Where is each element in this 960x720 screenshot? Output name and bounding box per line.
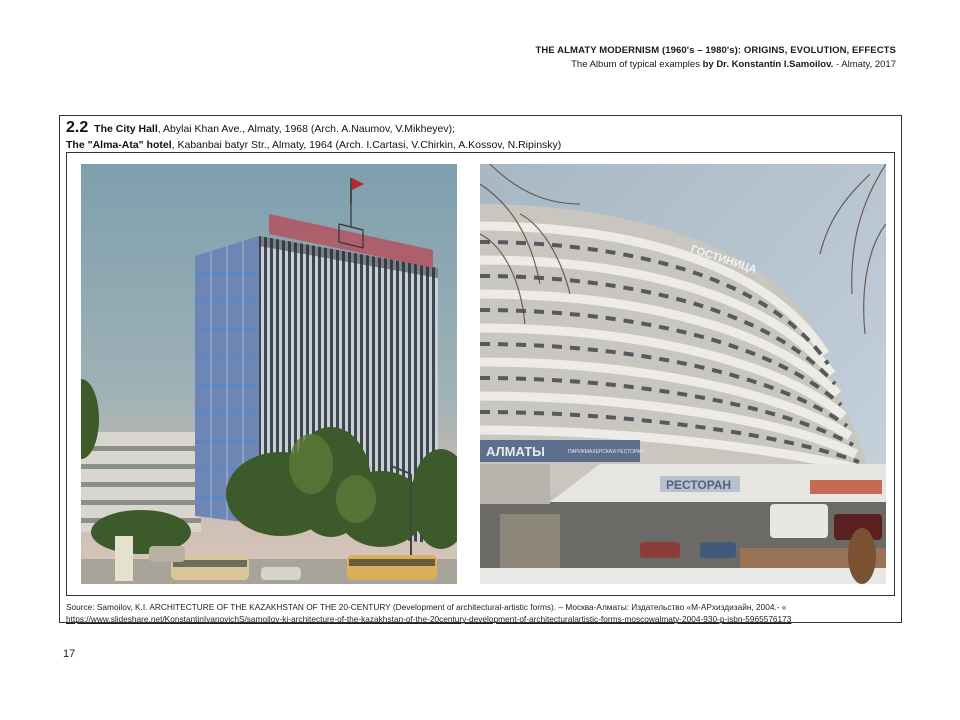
caption-city-hall-details: , Abylai Khan Ave., Almaty, 1968 (Arch. A.Naumov, V.Mikheyev); — [157, 123, 456, 135]
caption-city-hall-title: The City Hall — [94, 123, 158, 135]
figure-frame — [59, 115, 902, 623]
subtitle-pre: The Album of typical examples — [571, 59, 700, 70]
source-text: Source: Samoilov, K.I. ARCHITECTURE OF THE KAZAKHSTAN OF THE 20-CENTURY (Development of architectural-artistic forms). – Москва-Алматы: Издательство «М-АРхиздизайн, 2004.- « — [66, 602, 787, 612]
subtitle-post: - Almaty, 2017 — [835, 59, 896, 70]
caption-line-1 — [66, 119, 455, 137]
restaurant-sign: РЕСТОРАН — [666, 478, 732, 492]
source-link[interactable]: https://www.slideshare.net/KonstantinIvanovichS/samoilov-ki-architecture-of-the-kazakhstan-of-the-20century-development-of-architecturalartistic-forms-moscowalmaty-2004-930-p-isbn-5965576173 — [66, 614, 792, 624]
caption-hotel-details: , Kabanbai batyr Str., Almaty, 1964 (Arch. I.Cartasi, V.Chirkin, A.Kossov, N.Ripinsky) — [171, 139, 562, 151]
city-hall-photo — [81, 164, 457, 584]
hotel-rooftop-sign: ГОСТИНИЦА — [689, 243, 759, 277]
photo-panel — [66, 152, 895, 596]
album-title: THE ALMATY MODERNISM (1960's – 1980's): ORIGINS, EVOLUTION, EFFECTS — [535, 45, 896, 56]
caption-hotel-title: The "Alma-Ata" hotel — [66, 139, 172, 151]
album-subtitle — [536, 58, 897, 72]
hotel-service-sign: ПАРИКМАХЕРСКАЯ РЕСТОРАН — [568, 449, 644, 455]
figure-number: 2.2 — [66, 119, 89, 136]
page-number: 17 — [63, 648, 76, 660]
hotel-name-sign: АЛМАТЫ — [486, 444, 545, 459]
source-citation — [66, 601, 791, 625]
alma-ata-hotel-photo — [480, 164, 886, 584]
subtitle-author: by Dr. Konstantin I.Samoilov. — [702, 59, 834, 70]
page-header — [536, 44, 897, 72]
caption-line-2 — [66, 139, 561, 151]
